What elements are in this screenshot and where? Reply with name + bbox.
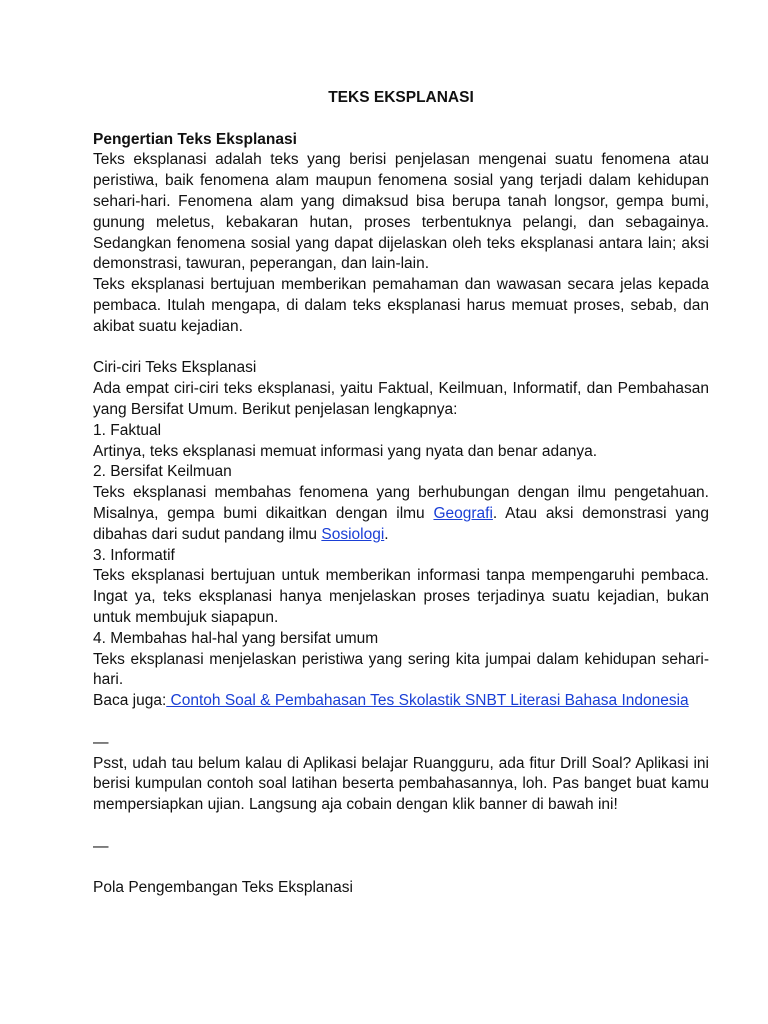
baca-juga-label: Baca juga: [93,692,167,710]
section-heading-pengertian: Pengertian Teks Eksplanasi [93,130,297,148]
baca-juga-line [93,691,709,712]
spacer [93,857,709,878]
section-heading-pola: Pola Pengembangan Teks Eksplanasi [93,879,353,897]
list-item-text-faktual: Artinya, teks eksplanasi memuat informasi yang nyata dan benar adanya. [93,442,598,460]
list-item-title-umum: 4. Membahas hal-hal yang bersifat umum [93,629,379,647]
keilmuan-text-b: . Atau aksi demonstrasi yang dibahas dari sudut pandang ilmu [93,504,709,543]
document-title: TEKS EKSPLANASI [328,89,474,106]
link-sosiologi[interactable]: Sosiologi [321,525,385,543]
spacer [93,816,709,837]
keilmuan-text-c: . [384,525,389,543]
list-item-title-keilmuan: 2. Bersifat Keilmuan [93,463,232,481]
paragraph-definition: Teks eksplanasi adalah teks yang berisi penjelasan mengenai suatu fenomena atau peristiwa, baik fenomena alam maupun fenomena sosial yang terjadi dalam kehidupan sehari-hari. Fenomena alam yang dimaksud bisa berupa tanah longsor, gempa bumi, gunung meletus, kebakaran hutan, proses terbentuknya pelangi, dan sebagainya. Sedangkan fenomena sosial yang dapat dijelaskan oleh teks eksplanasi antara lain; aksi demonstrasi, tawuran, peperangan, dan lain-lain. [93,151,709,273]
link-geografi[interactable]: Geografi [433,504,493,522]
list-item-text-keilmuan [93,483,709,545]
separator-dash: — [93,733,109,751]
paragraph-ciri-intro: Ada empat ciri-ciri teks eksplanasi, yaitu Faktual, Keilmuan, Informatif, dan Pembahasan yang Bersifat Umum. Berikut penjelasan lengkapnya: [93,380,709,418]
spacer [93,712,709,733]
keilmuan-text-a: Teks eksplanasi membahas fenomena yang berhubungan dengan ilmu pengetahuan. Misalnya, gempa bumi dikaitkan dengan ilmu [93,484,709,522]
link-contoh-soal-snbt[interactable]: Contoh Soal & Pembahasan Tes Skolastik SNBT Literasi Bahasa Indonesia [166,692,689,710]
section-heading-ciri: Ciri-ciri Teks Eksplanasi [93,359,257,377]
spacer [93,338,709,359]
list-item-title-faktual: 1. Faktual [93,421,162,439]
paragraph-purpose: Teks eksplanasi bertujuan memberikan pemahaman dan wawasan secara jelas kepada pembaca. Itulah mengapa, di dalam teks eksplanasi harus memuat proses, sebab, dan akibat suatu kejadian. [93,276,709,335]
list-item-title-informatif: 3. Informatif [93,546,175,564]
document-page [93,88,709,899]
paragraph-promo: Psst, udah tau belum kalau di Aplikasi belajar Ruangguru, ada fitur Drill Soal? Aplikasi ini berisi kumpulan contoh soal latihan beserta pembahasannya, loh. Pas banget buat kamu mempersiapkan ujian. Langsung aja cobain dengan klik banner di bawah ini! [93,754,709,814]
list-item-text-umum: Teks eksplanasi menjelaskan peristiwa yang sering kita jumpai dalam kehidupan sehari-hari. [93,650,709,689]
separator-dash: — [93,837,109,855]
list-item-text-informatif: Teks eksplanasi bertujuan untuk memberikan informasi tanpa mempengaruhi pembaca. Ingat ya, teks eksplanasi hanya menjelaskan proses terjadinya suatu kejadian, bukan untuk membujuk siapapun. [93,567,709,626]
